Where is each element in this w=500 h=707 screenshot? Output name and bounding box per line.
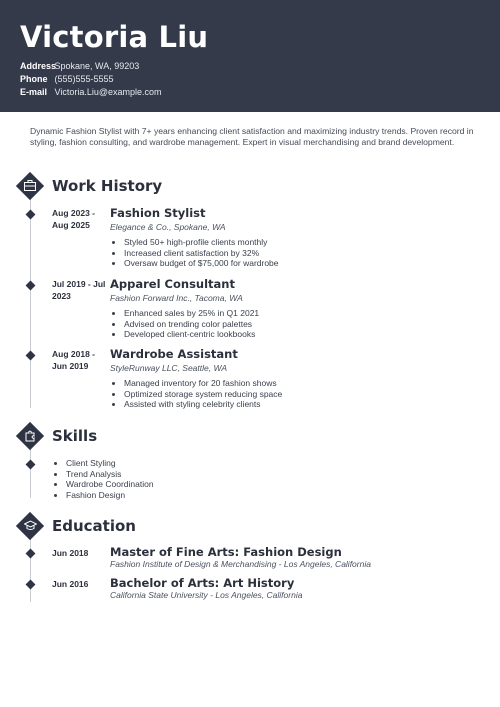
list-item: • Developed client-centric lookbooks — [124, 329, 259, 340]
job-3-marker — [26, 351, 36, 361]
education-1-date: Jun 2018 — [52, 548, 89, 558]
list-item: • Advised on trending color palettes — [124, 319, 259, 330]
job-3-title: Wardrobe Assistant — [110, 347, 238, 361]
list-item: • Fashion Design — [66, 490, 154, 501]
email-row — [20, 87, 162, 97]
skills-marker — [26, 460, 36, 470]
work-history-title: Work History — [52, 177, 163, 195]
professional-summary: Dynamic Fashion Stylist with 7+ years enhancing client satisfaction and maximizing industry trends. Proven record in styling, fashion consulting, and wardrobe management. Expert in visual merchandising and brand development. — [30, 126, 474, 147]
phone-label: Phone — [20, 74, 48, 84]
email-label: E-mail — [20, 87, 48, 97]
skills-title: Skills — [52, 427, 98, 445]
education-1-degree: Master of Fine Arts: Fashion Design — [110, 545, 342, 559]
address-value: Spokane, WA, 99203 — [54, 61, 140, 71]
job-2-date: Jul 2019 - Jul 2023 — [52, 279, 106, 301]
job-1-marker — [26, 210, 36, 220]
job-2-company: Fashion Forward Inc., Tacoma, WA — [110, 293, 243, 303]
list-item: • Wardrobe Coordination — [66, 479, 154, 490]
job-3-date: Aug 2018 - Jun 2019 — [52, 349, 95, 371]
job-1-date: Aug 2023 - Aug 2025 — [52, 208, 95, 230]
address-label: Address — [20, 61, 57, 71]
education-2-degree: Bachelor of Arts: Art History — [110, 576, 295, 590]
job-1-duties — [112, 237, 279, 269]
skills-list — [54, 458, 154, 500]
list-item: • Assisted with styling celebrity clients — [124, 399, 282, 410]
list-item: • Optimized storage system reducing space — [124, 389, 282, 400]
job-1-title: Fashion Stylist — [110, 206, 206, 220]
candidate-name: Victoria Liu — [20, 20, 209, 54]
education-2-date: Jun 2016 — [52, 579, 89, 589]
education-1-marker — [26, 549, 36, 559]
resume-header — [0, 0, 500, 112]
list-item: • Enhanced sales by 25% in Q1 2021 — [124, 308, 259, 319]
job-2-marker — [26, 281, 36, 291]
skills-timeline-line — [30, 446, 31, 498]
education-2-marker — [26, 580, 36, 590]
email-value[interactable]: Victoria.Liu@example.com — [54, 87, 162, 97]
list-item: • Oversaw budget of $75,000 for wardrobe — [124, 258, 279, 269]
list-item: • Increased client satisfaction by 32% — [124, 248, 279, 259]
briefcase-icon — [16, 172, 44, 200]
puzzle-icon — [16, 422, 44, 450]
job-2-title: Apparel Consultant — [110, 277, 235, 291]
job-1-company: Elegance & Co., Spokane, WA — [110, 222, 226, 232]
list-item: • Client Styling — [66, 458, 154, 469]
phone-row — [20, 74, 114, 84]
work-timeline-line — [30, 196, 31, 408]
education-1-school: Fashion Institute of Design & Merchandising - Los Angeles, California — [110, 559, 371, 569]
job-2-duties — [112, 308, 259, 340]
list-item: • Styled 50+ high-profile clients monthly — [124, 237, 279, 248]
address-row — [20, 61, 139, 71]
education-title: Education — [52, 517, 136, 535]
phone-value: (555)555-5555 — [54, 74, 114, 84]
list-item: • Trend Analysis — [66, 469, 154, 480]
job-3-company: StyleRunway LLC, Seattle, WA — [110, 363, 228, 373]
graduation-cap-icon — [16, 512, 44, 540]
education-2-school: California State University - Los Angeles, California — [110, 590, 303, 600]
education-timeline-line — [30, 536, 31, 602]
list-item: • Managed inventory for 20 fashion shows — [124, 378, 282, 389]
job-3-duties — [112, 378, 282, 410]
